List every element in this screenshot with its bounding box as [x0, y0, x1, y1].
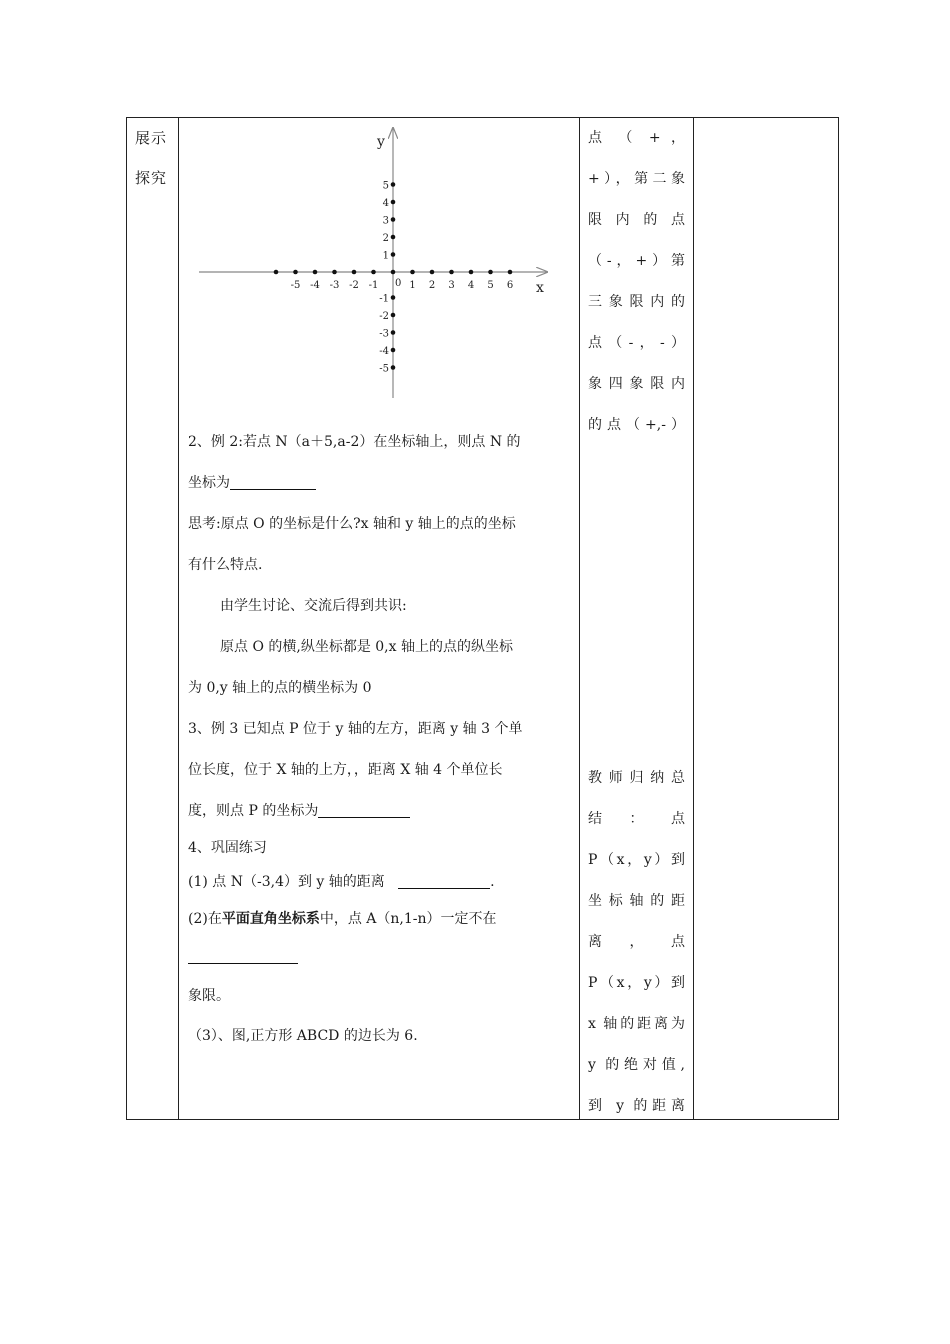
question1 [188, 864, 572, 900]
y-tick-label-pos-4: 1 [382, 250, 389, 262]
x-dot-0 [293, 270, 298, 275]
y-tick-label-neg-0: -1 [379, 293, 389, 305]
y-dot-neg-2 [391, 330, 396, 335]
x-dot-5 [410, 270, 415, 275]
question1-answer-blank[interactable] [398, 872, 490, 889]
x-dot-1 [313, 270, 318, 275]
y-dot-pos-3 [391, 235, 396, 240]
example2-prompt: 坐标为 [188, 475, 230, 491]
question2-end: 象限。 [188, 988, 230, 1004]
y-tick-label-neg-3: -4 [379, 346, 389, 357]
x-tick-label-4: -1 [368, 280, 379, 291]
x-dot-7 [449, 270, 454, 275]
notes-summary-line-7: y 的绝对值, [588, 1057, 685, 1073]
x-tick-label-1: -4 [310, 280, 320, 291]
notes-quadrant-line-5: 点（-，-） [588, 335, 685, 351]
notes-summary-line-1: 结 ： 点 [588, 811, 685, 827]
notes-quadrant-line-4: 三象限内的 [588, 294, 685, 310]
main-text [188, 422, 572, 1056]
x-dot-10 [508, 270, 513, 275]
y-dot-pos-2 [391, 217, 396, 222]
notes-quadrant-signs [580, 118, 693, 446]
example3-line2: 位长度，位于 X 轴的上方，，距离 X 轴 4 个单位长 [188, 762, 503, 778]
origin-label: 0 [395, 278, 402, 289]
notes-summary-line-2: P（x，y）到 [588, 852, 685, 868]
x-tick-label-10: 6 [506, 280, 514, 291]
y-tick-label-pos-0: 5 [382, 180, 389, 192]
x-dot-6 [430, 270, 435, 275]
y-tick-label-pos-1: 4 [382, 198, 389, 209]
notes-quadrant-line-1: +），第二象 [588, 171, 685, 187]
notes-quadrant-line-7: 的点（+,-） [588, 417, 685, 433]
question2-answer-blank[interactable] [188, 947, 298, 964]
notes-summary-line-0: 教师归纳总 [588, 770, 685, 786]
y-tick-label-neg-1: -2 [379, 311, 389, 322]
coordinate-axes-figure [179, 118, 579, 418]
x-dot-3 [352, 270, 357, 275]
example3-line1: 3、例 3 已知点 P 位于 y 轴的左方，距离 y 轴 3 个单 [188, 721, 523, 737]
example3-prompt: 度，则点 P 的坐标为 [188, 803, 319, 819]
notes-quadrant-line-2: 限 内 的 点 [588, 212, 685, 228]
notes-quadrant-line-6: 象四象限内 [588, 376, 685, 392]
stage-cell [127, 118, 179, 1120]
x-tick-label-3: -2 [349, 280, 359, 291]
x-dot-9 [488, 270, 493, 275]
think-line2: 有什么特点. [188, 557, 263, 573]
question2 [188, 900, 572, 938]
x-tick-label-5: 1 [409, 280, 416, 291]
x-tick-label-0: -5 [290, 280, 301, 291]
x-tick-label-7: 3 [448, 280, 455, 291]
example2-line2 [188, 463, 572, 504]
stage-label-1: 展示 [135, 129, 168, 147]
y-tick-label-pos-3: 2 [382, 233, 389, 244]
y-dot-neg-1 [391, 313, 396, 318]
example2-line1: 2、例 2:若点 N（a＋5,a-2）在坐标轴上，则点 N 的 [188, 434, 521, 450]
question3: （3）、图,正方形 ABCD 的边长为 6. [188, 1028, 418, 1044]
y-dot-neg-3 [391, 348, 396, 353]
x-dot-4 [371, 270, 376, 275]
y-dot-pos-4 [391, 252, 396, 257]
blank-cell [694, 118, 839, 1120]
question2-suffix: 中，点 A（n,1-n）一定不在 [319, 911, 497, 927]
example2-answer-blank[interactable] [230, 473, 316, 490]
example3-line3 [188, 791, 572, 832]
x-tick-label-9: 5 [487, 280, 494, 291]
x-dot-minus6 [274, 270, 279, 275]
consensus-line1: 原点 O 的横,纵坐标都是 0,x 轴上的点的纵坐标 [220, 639, 513, 655]
question2-term: 平面直角坐标系 [221, 911, 320, 927]
notes-quadrant-line-3: （-，+）第 [588, 253, 685, 269]
notes-cell [580, 118, 694, 1120]
x-axis-label: x [536, 280, 544, 296]
notes-summary-line-4: 离 ， 点 [588, 934, 685, 950]
lesson-table [126, 117, 839, 1120]
x-tick-label-2: -3 [329, 280, 340, 291]
notes-summary-line-5: P（x，y）到 [588, 975, 685, 991]
y-tick-label-neg-2: -3 [379, 328, 389, 340]
think-line1: 思考:原点 O 的坐标是什么?x 轴和 y 轴上的点的坐标 [188, 516, 516, 532]
x-tick-label-8: 4 [467, 280, 475, 291]
example3-answer-blank[interactable] [318, 801, 410, 818]
notes-quadrant-line-0: 点 （ + ， [588, 130, 685, 146]
x-dot-8 [469, 270, 474, 275]
y-axis-label: y [377, 134, 385, 150]
y-dot-pos-0 [391, 182, 396, 187]
notes-summary-line-8: 到 y 的距离 [588, 1098, 685, 1114]
practice-title: 4、巩固练习 [188, 840, 267, 856]
consensus-line2: 为 0,y 轴上的点的横坐标为 0 [188, 680, 372, 696]
y-dot-neg-4 [391, 365, 396, 370]
x-tick-label-6: 2 [428, 280, 436, 291]
question1-end: . [490, 874, 495, 890]
notes-teacher-summary [580, 758, 693, 1127]
stage-label-2: 探究 [135, 169, 168, 187]
notes-summary-line-3: 坐标轴的距 [588, 893, 685, 909]
notes-summary-line-6: x 轴的距离为 [588, 1016, 685, 1032]
main-content-cell [179, 118, 580, 1120]
y-tick-label-pos-2: 3 [382, 215, 389, 227]
y-tick-label-neg-4: -5 [379, 363, 389, 375]
y-dot-neg-0 [391, 295, 396, 300]
x-dot-2 [332, 270, 337, 275]
question2-blank-line [188, 938, 572, 976]
question2-prefix: (2)在 [188, 911, 222, 927]
y-dot-pos-1 [391, 200, 396, 205]
question1-text: (1) 点 N（-3,4）到 y 轴的距离 [188, 874, 385, 890]
consensus-intro: 由学生讨论、交流后得到共识: [220, 598, 407, 614]
origin-dot [391, 270, 396, 275]
